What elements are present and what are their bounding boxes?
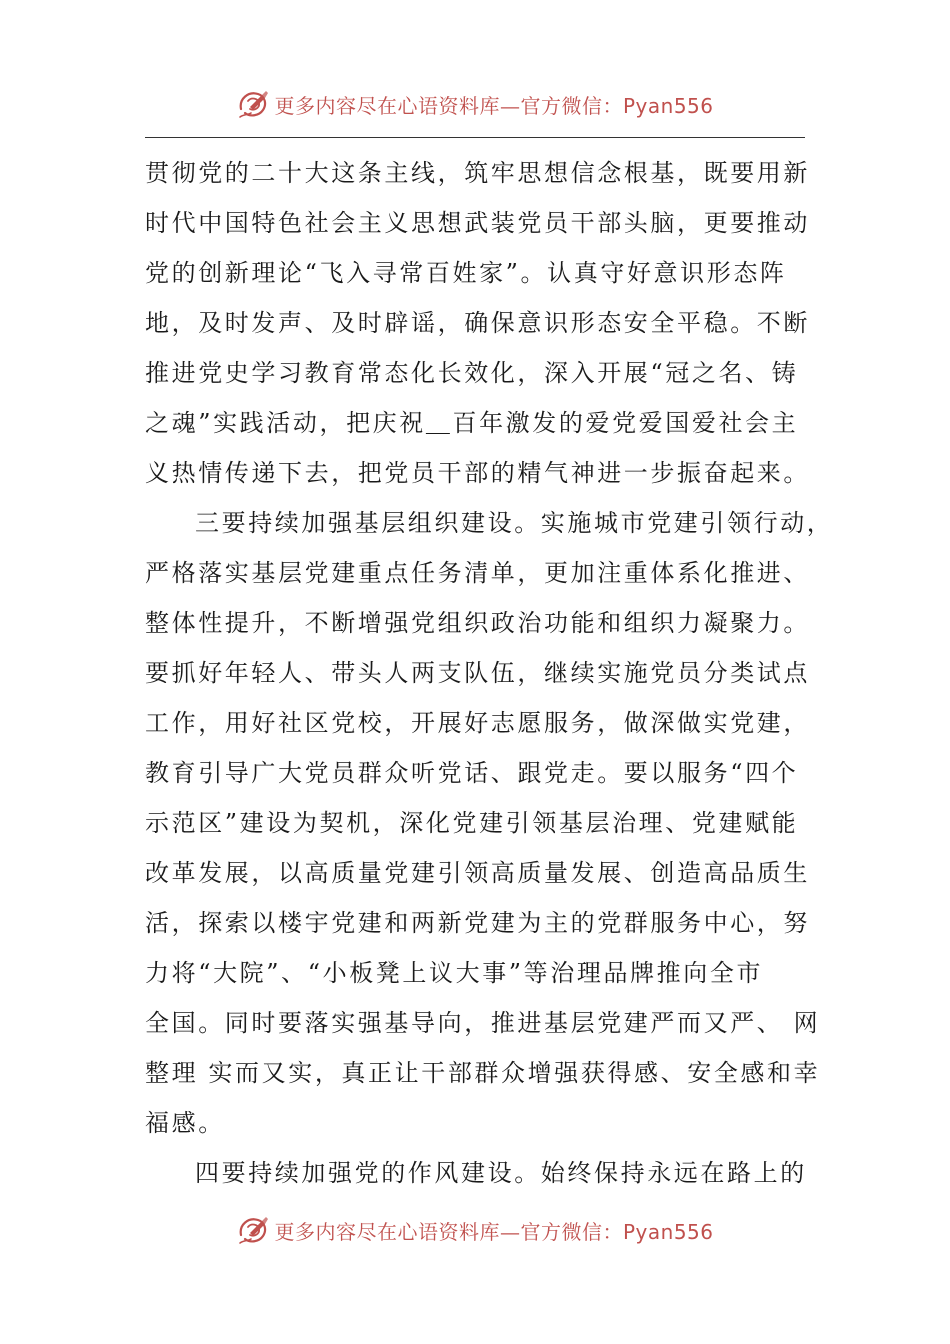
pen-nib-swirl-logo-icon: [236, 1213, 270, 1247]
text-line: 工作，用好社区党校，开展好志愿服务，做深做实党建，: [145, 709, 810, 737]
pen-nib-swirl-logo-icon: [236, 87, 270, 121]
text-line: 时代中国特色社会主义思想武装党员干部头脑，更要推动: [145, 209, 810, 237]
text-line: 改革发展，以高质量党建引领高质量发展、创造高品质生: [145, 859, 810, 887]
banner-dash: —: [499, 93, 521, 118]
text-line: 三要持续加强基层组织建设。实施城市党建引领行动，: [195, 509, 834, 537]
header-rule: [145, 137, 805, 138]
text-line: 义热情传递下去，把党员干部的精气神进一步振奋起来。: [145, 459, 810, 487]
banner-wechat-label: 官方微信：: [520, 93, 623, 118]
text-line: 严格落实基层党建重点任务清单，更加注重体系化推进、: [145, 559, 810, 587]
text-line: 力将“大院”、“小板凳上议大事”等治理品牌推向全市: [145, 959, 764, 987]
banner-site-name: 更多内容尽在心语资料库: [274, 93, 500, 118]
text-line: 全国。同时要落实强基导向，推进基层党建严而又严、 网: [145, 1009, 821, 1037]
document-body: [145, 148, 834, 1198]
banner-wechat-id: Pyan556: [622, 93, 714, 118]
text-line: 整体性提升，不断增强党组织政治功能和组织力凝聚力。: [145, 609, 810, 637]
text-line: 四要持续加强党的作风建设。始终保持永远在路上的: [195, 1159, 807, 1187]
banner-wechat-id: Pyan556: [622, 1219, 714, 1244]
footer-banner: [0, 1210, 950, 1250]
text-line: 之魂”实践活动，把庆祝＿百年激发的爱党爱国爱社会主: [145, 409, 799, 437]
banner-text: [274, 90, 713, 119]
text-line: 贯彻党的二十大这条主线，筑牢思想信念根基，既要用新: [145, 159, 810, 187]
text-line: 示范区”建设为契机，深化党建引领基层治理、党建赋能: [145, 809, 799, 837]
banner-text: [274, 1216, 713, 1245]
text-line: 整理 实而又实，真正让干部群众增强获得感、安全感和幸: [145, 1059, 821, 1087]
text-line: 要抓好年轻人、带头人两支队伍，继续实施党员分类试点: [145, 659, 810, 687]
header-banner: [0, 84, 950, 124]
text-line: 推进党史学习教育常态化长效化，深入开展“冠之名、铸: [145, 359, 799, 387]
text-line: 党的创新理论“飞入寻常百姓家”。认真守好意识形态阵: [145, 259, 787, 287]
text-line: 活，探索以楼宇党建和两新党建为主的党群服务中心，努: [145, 909, 810, 937]
banner-wechat-label: 官方微信：: [520, 1219, 623, 1244]
banner-dash: —: [499, 1219, 521, 1244]
text-line: 福感。: [145, 1109, 225, 1137]
banner-site-name: 更多内容尽在心语资料库: [274, 1219, 500, 1244]
text-line: 地，及时发声、及时辟谣，确保意识形态安全平稳。不断: [145, 309, 810, 337]
text-line: 教育引导广大党员群众听党话、跟党走。要以服务“四个: [145, 759, 799, 787]
